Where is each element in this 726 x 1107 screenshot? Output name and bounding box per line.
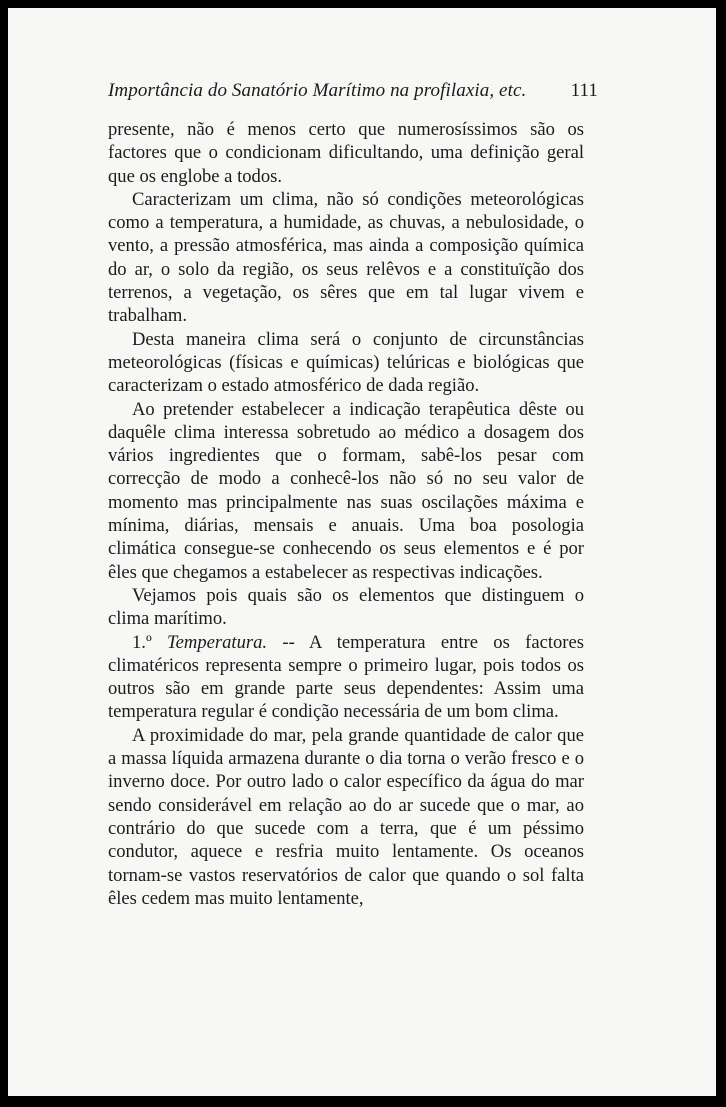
running-title: Importância do Sanatório Marítimo na profilaxia, etc. [108,80,527,101]
paragraph: A proximidade do mar, pela grande quantidade de calor que a massa líquida armazena durante o dia torna o verão fresco e o inverno doce. Por outro lado o calor específico da água do mar sendo considerável em relação ao do ar sucede que o mar, ao contrário do que sucede com a terra, que é um péssimo condutor, aquece e resfria muito lentamente. Os oceanos tornam-se vastos reservatórios de calor que quando o sol falta êles cedem mas muito lentamente, [108,724,584,909]
body-text [108,118,584,910]
section-number: 1.º [132,631,152,653]
section-heading: Temperatura. [167,631,268,653]
paragraph: Caracterizam um clima, não só condições meteorológicas como a temperatura, a humidade, as chuvas, a nebulosidade, o vento, a pressão atmosférica, mas ainda a composição química do ar, o solo da região, os seus relêvos e a constituïção dos terrenos, a vegetação, os sêres que em tal lugar vivem e trabalham. [108,188,584,327]
paragraph-continued: presente, não é menos certo que numerosíssimos são os factores que o condicionam dificultando, uma definição geral que os englobe a todos. [108,119,584,187]
section-text: A temperatura entre os factores climatéricos representa sempre o primeiro lugar, pois todos os outros são em grande parte seus dependentes: Assim uma temperatura regular é condição necessária de um bom clima. [108,631,584,723]
paragraph: Desta maneira clima será o conjunto de circunstâncias meteorológicas (físicas e químicas) telúricas e biológicas que caracterizam o estado atmosférico de dada região. [108,328,584,397]
page-number: 111 [570,80,598,101]
paragraph: Ao pretender estabelecer a indicação terapêutica dêste ou daquêle clima interessa sobretudo ao médico a dosagem dos vários ingredientes que o formam, sabê-los pesar com correcção de modo a conhecê-los não só no seu valor de momento mas principalmente nas suas oscilações máxima e mínima, diárias, mensais e anuais. Uma boa posologia climática consegue-se conhecendo os seus elementos e é por êles que chegamos a estabelecer as respectivas indicações. [108,398,584,583]
running-header [108,80,598,102]
section-paragraph [108,631,584,724]
section-dash: -- [267,631,310,653]
book-page [8,8,716,1096]
paragraph: Vejamos pois quais são os elementos que distinguem o clima marítimo. [108,584,584,630]
